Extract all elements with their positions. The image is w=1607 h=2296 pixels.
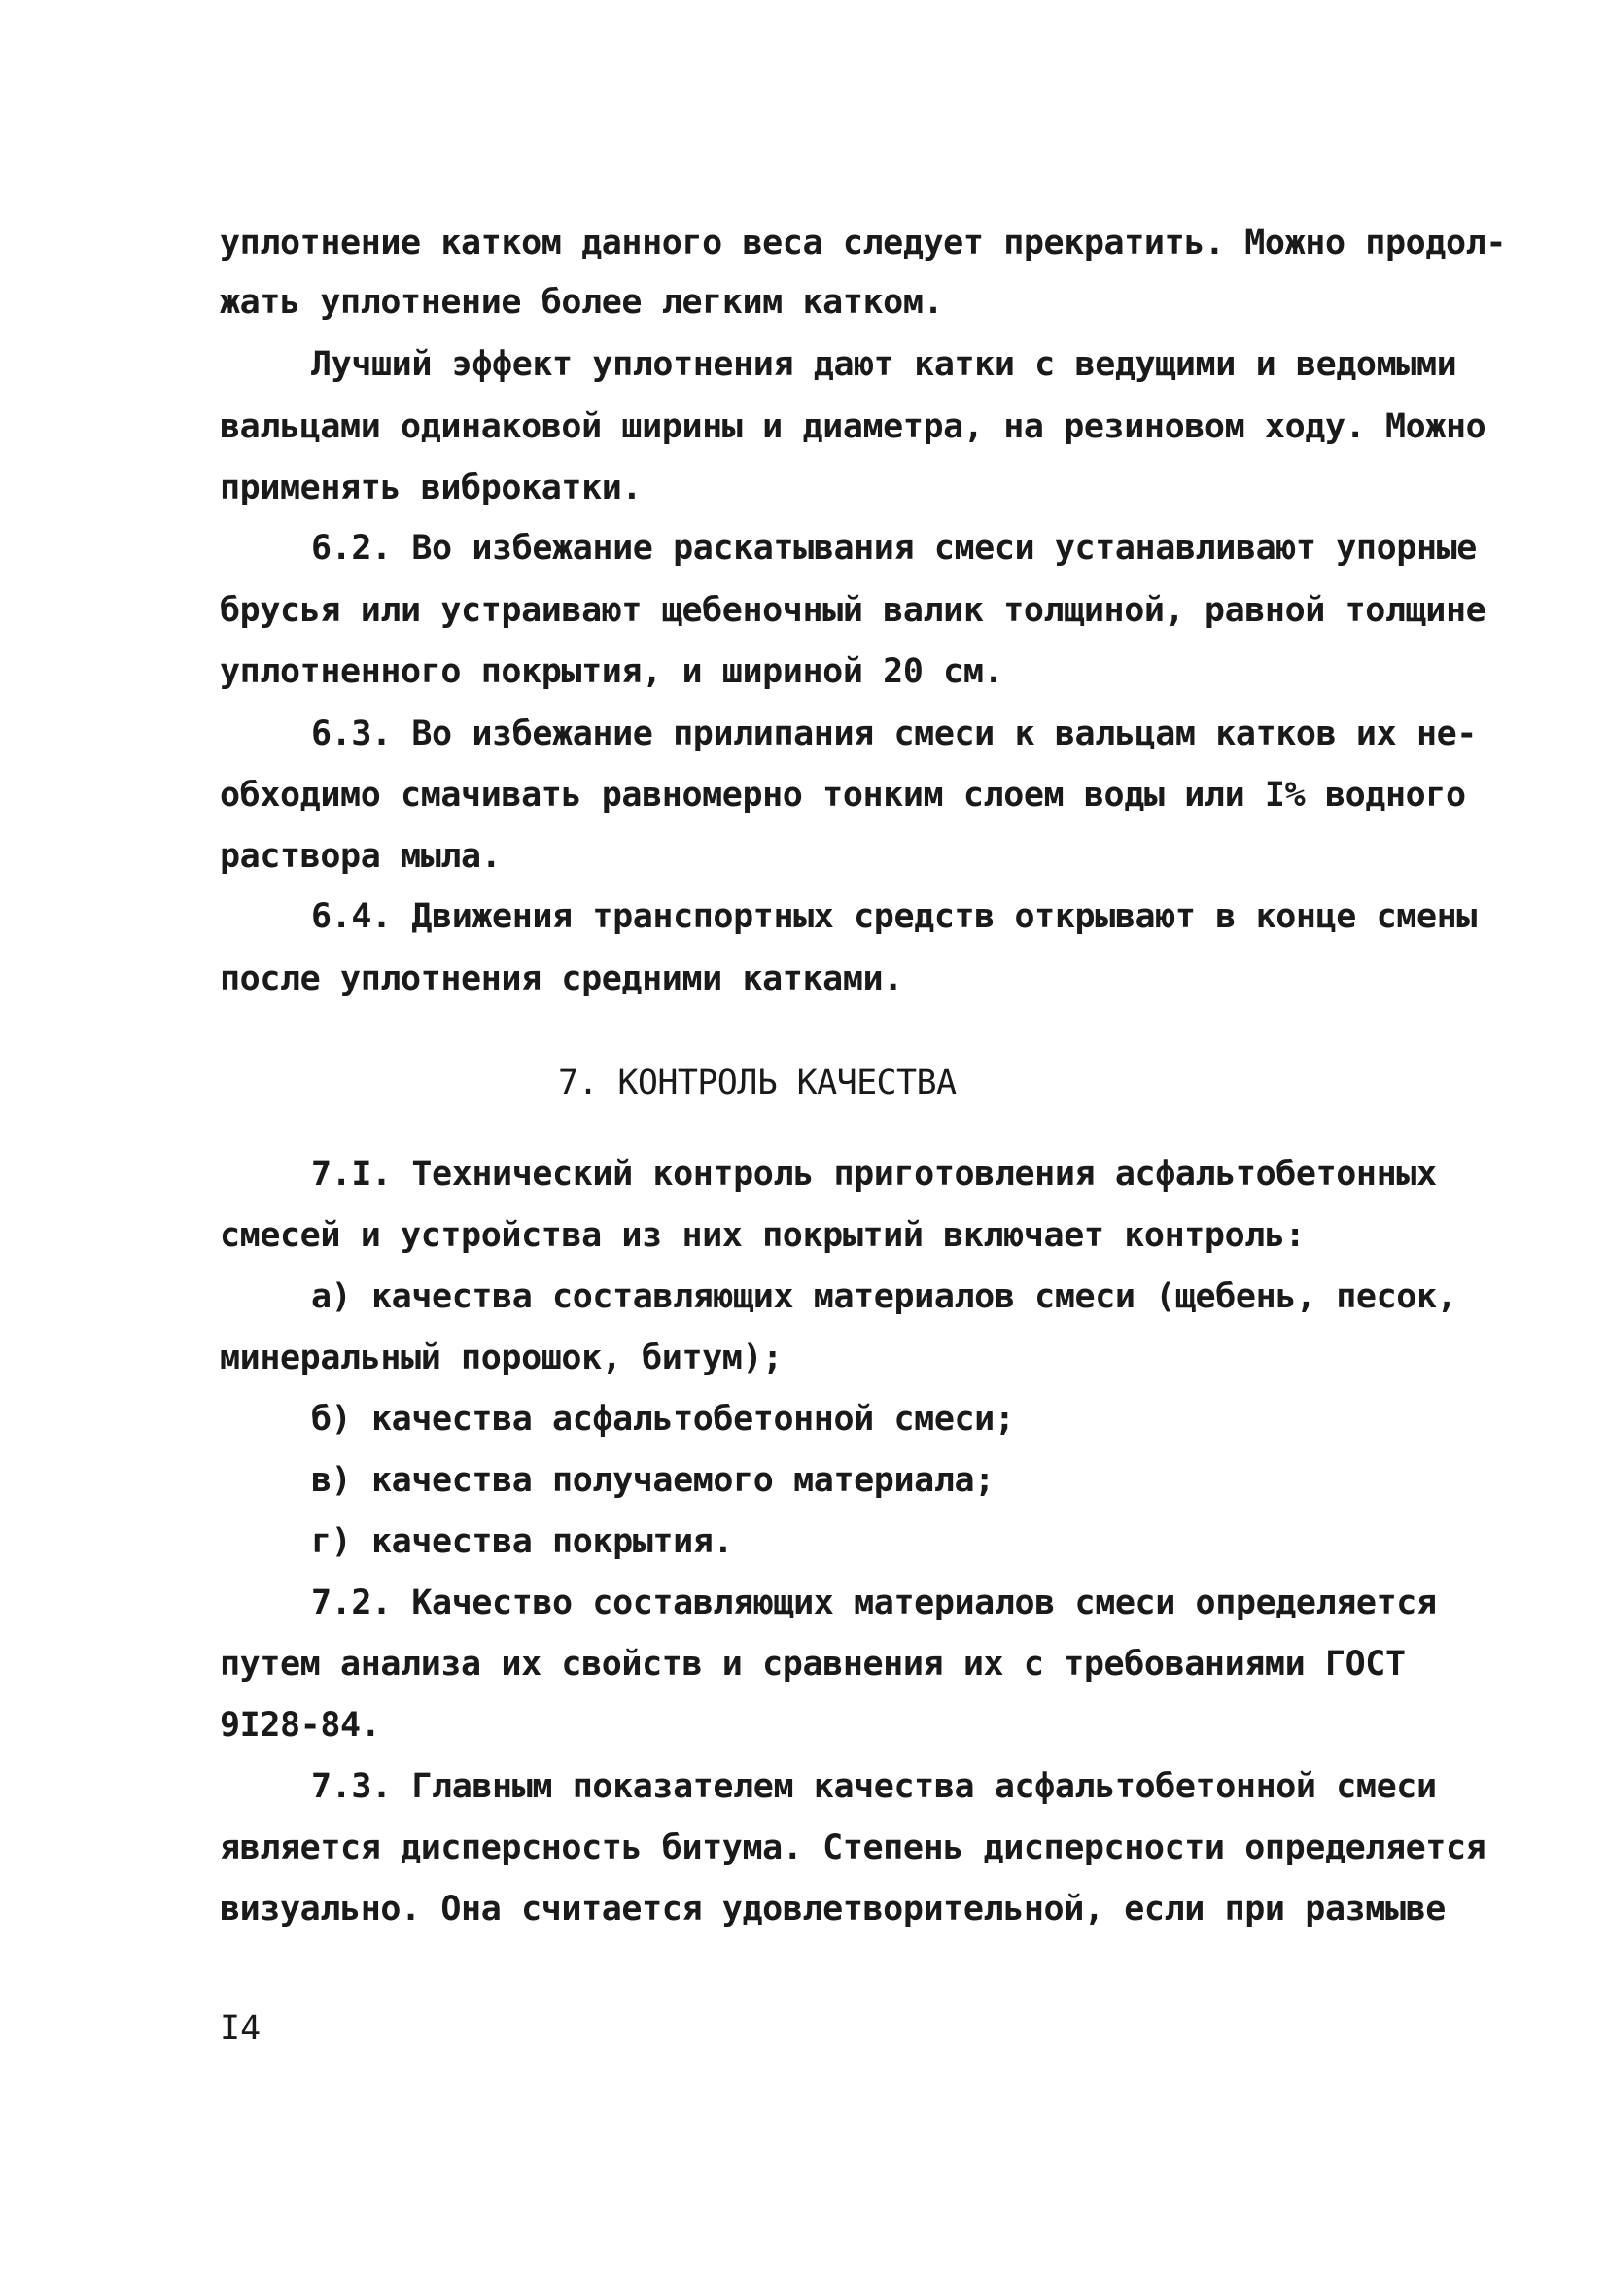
paragraph-7-1: 7.I. Технический контроль приготовления асфальтобетонных bbox=[311, 1155, 1437, 1194]
text-line: минеральный порошок, битум); bbox=[220, 1339, 783, 1377]
text-line: жать уплотнение более легким катком. bbox=[220, 283, 944, 322]
list-item-g: г) качества покрытия. bbox=[311, 1522, 734, 1561]
text-line: путем анализа их свойств и сравнения их с требованиями ГОСТ bbox=[220, 1645, 1406, 1684]
list-item-b: б) качества асфальтобетонной смеси; bbox=[311, 1400, 1015, 1439]
text-line: визуально. Она считается удовлетворительной, если при размыве bbox=[220, 1890, 1446, 1929]
text-line: 9I28-84. bbox=[220, 1706, 381, 1745]
text-line: брусья или устраивают щебеночный валик толщиной, равной толщине bbox=[220, 591, 1486, 630]
paragraph-line: Лучший эффект уплотнения дают катки с ведущими и ведомыми bbox=[311, 345, 1457, 384]
page-number: I4 bbox=[220, 2009, 262, 2048]
text-line: смесей и устройства из них покрытий включает контроль: bbox=[220, 1216, 1306, 1255]
text-line: раствора мыла. bbox=[220, 837, 502, 876]
paragraph-6-2: 6.2. Во избежание раскатывания смеси устанавливают упорные bbox=[311, 529, 1477, 568]
text-line: вальцами одинаковой ширины и диаметра, на резиновом ходу. Можно bbox=[220, 407, 1486, 446]
section-heading: 7. КОНТРОЛЬ КАЧЕСТВА bbox=[558, 1063, 957, 1102]
list-item-a: а) качества составляющих материалов смеси (щебень, песок, bbox=[311, 1277, 1457, 1316]
text-line: уплотнение катком данного веса следует прекратить. Можно продол- bbox=[220, 224, 1506, 262]
text-line: применять виброкатки. bbox=[220, 469, 643, 507]
paragraph-6-4: 6.4. Движения транспортных средств открывают в конце смены bbox=[311, 897, 1477, 936]
text-line: уплотненного покрытия, и шириной 20 см. bbox=[220, 652, 1004, 691]
text-line: обходимо смачивать равномерно тонким слоем воды или I% водного bbox=[220, 776, 1466, 815]
paragraph-6-3: 6.3. Во избежание прилипания смеси к вальцам катков их не- bbox=[311, 714, 1477, 753]
paragraph-7-3: 7.3. Главным показателем качества асфальтобетонной смеси bbox=[311, 1767, 1437, 1806]
text-line: после уплотнения средними катками. bbox=[220, 959, 903, 998]
text-line: является дисперсность битума. Степень дисперсности определяется bbox=[220, 1828, 1486, 1867]
list-item-v: в) качества получаемого материала; bbox=[311, 1461, 995, 1500]
paragraph-7-2: 7.2. Качество составляющих материалов смеси определяется bbox=[311, 1583, 1437, 1622]
